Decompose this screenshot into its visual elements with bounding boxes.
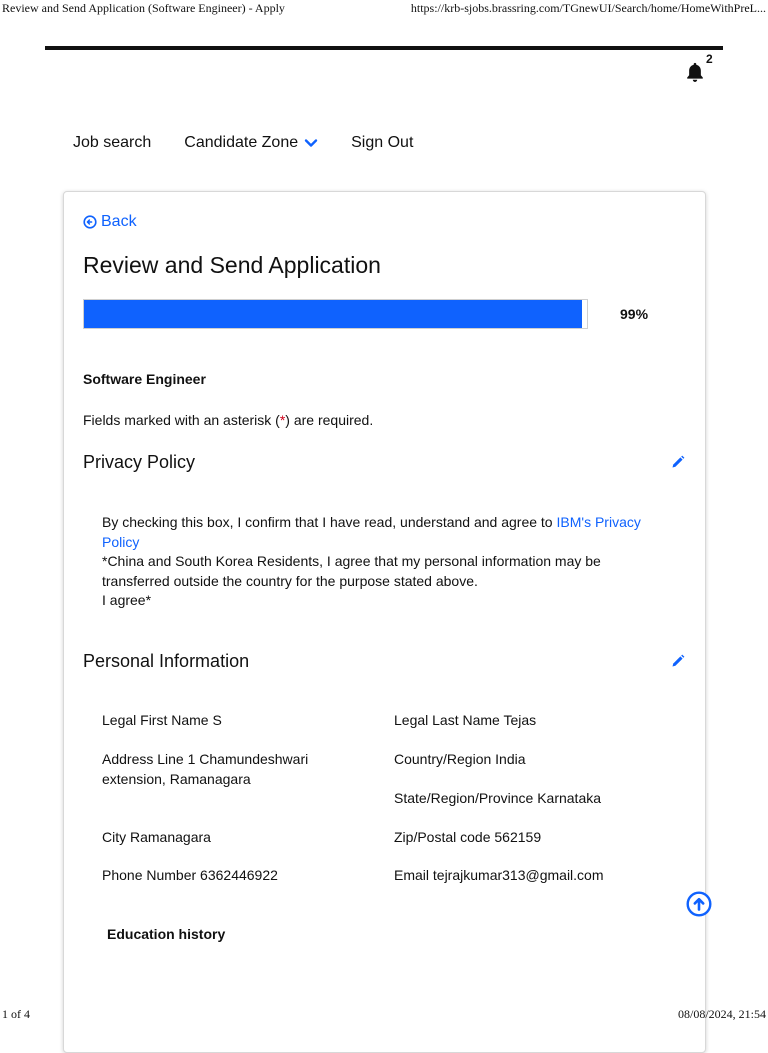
required-asterisk: * [279,412,286,428]
privacy-agree-text: I agree* [102,592,152,608]
print-datetime: 08/08/2024, 21:54 [677,1007,766,1021]
field-first-name: Legal First Name S [102,712,222,728]
field-zip: Zip/Postal code 562159 [394,829,542,845]
pencil-icon[interactable] [671,455,685,469]
arrow-left-circle-icon [83,215,97,229]
nav-job-search[interactable]: Job search [73,134,152,151]
privacy-consent-text: By checking this box, I confirm that I have read, understand and agree to [102,514,557,530]
required-note-before: Fields marked with an asterisk ( [83,412,280,428]
chevron-down-icon [304,136,318,150]
privacy-policy-link[interactable]: IBM's Privacy Policy [102,514,641,550]
field-email: Email tejrajkumar313@gmail.com [394,867,604,883]
privacy-policy-heading: Privacy Policy [83,452,196,472]
back-link-label: Back [101,213,137,230]
arrow-up-circle-icon[interactable] [686,891,712,917]
education-history-heading: Education history [107,926,226,942]
pencil-icon[interactable] [671,654,685,668]
progress-bar [83,299,588,329]
main-nav [73,134,413,152]
progress-percent: 99% [620,306,649,322]
print-page-number: 1 of 4 [2,1007,30,1021]
print-page-url: https://krb-sjobs.brassring.com/TGnewUI/Search/home/HomeWithPreL... [410,1,766,15]
field-last-name: Legal Last Name Tejas [394,712,537,728]
nav-sign-out[interactable]: Sign Out [351,134,414,151]
privacy-residents-text: *China and South Korea Residents, I agree that my personal information may be transferred outside the country for the purpose stated above. [102,553,601,589]
bell-icon[interactable] [684,60,706,84]
notification-count-badge: 2 [706,52,713,66]
header-divider [45,46,723,50]
privacy-policy-text [102,513,662,611]
personal-information-heading: Personal Information [83,651,250,671]
field-phone: Phone Number 6362446922 [102,867,278,883]
print-page-title: Review and Send Application (Software Engineer) - Apply [2,1,285,15]
required-note-after: ) are required. [285,412,374,428]
progress-bar-fill [84,300,582,328]
field-address: Address Line 1 Chamundeshwari extension, Ramanagara [102,751,309,787]
nav-candidate-zone[interactable] [184,134,318,152]
job-title: Software Engineer [83,371,206,387]
field-state: State/Region/Province Karnataka [394,790,602,806]
field-country: Country/Region India [394,751,526,767]
application-review-card [63,191,706,1053]
page-title: Review and Send Application [83,252,381,278]
required-fields-note [83,412,373,428]
print-header [0,0,768,18]
print-footer [0,1006,768,1024]
back-link[interactable] [83,213,137,231]
nav-candidate-zone-label: Candidate Zone [184,134,299,151]
field-city: City Ramanagara [102,829,211,845]
